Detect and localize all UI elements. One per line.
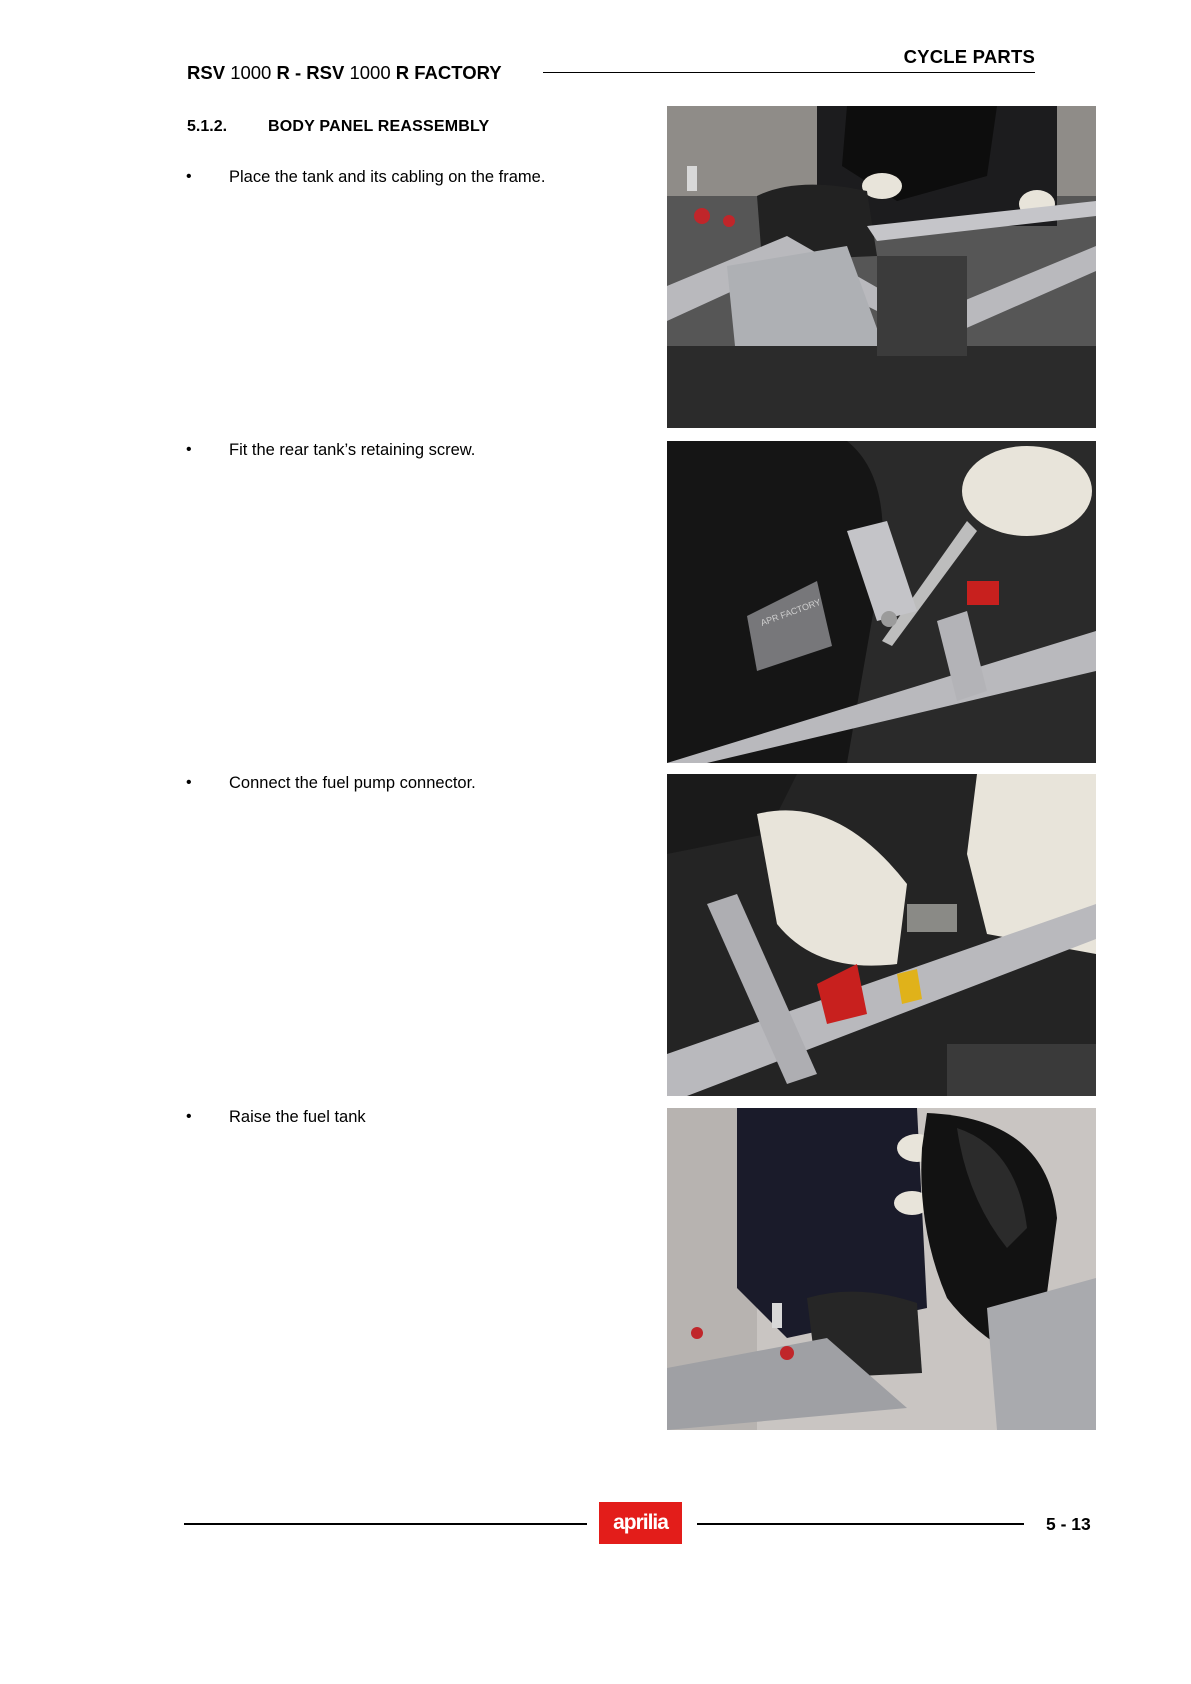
footer-rule-right [697,1523,1024,1525]
footer-rule-left [184,1523,587,1525]
step-4-bullet: • [186,1108,192,1125]
document-title: RSV 1000 R - RSV 1000 R FACTORY [187,62,502,83]
step-3-text: Connect the fuel pump connector. [229,774,476,792]
logo-wordmark: aprilia [613,1511,668,1534]
heading-title: BODY PANEL REASSEMBLY [268,118,490,135]
photo-place-tank [667,106,1096,428]
photo-fuel-pump-connector [667,774,1096,1096]
heading-number: 5.1.2. [187,118,228,135]
aprilia-logo [599,1502,682,1544]
tank-decal-label: APR FACTORY [759,596,823,628]
section-label: CYCLE PARTS [903,46,1035,67]
step-3-bullet: • [186,774,192,791]
step-2-bullet: • [186,441,192,458]
header-rule [543,72,1035,73]
step-1-text: Place the tank and its cabling on the frame. [229,168,546,186]
page-number: 5 - 13 [1046,1514,1091,1534]
step-2-text: Fit the rear tank’s retaining screw. [229,441,476,459]
step-1-bullet: • [186,168,192,185]
photo-raise-tank [667,1108,1096,1430]
step-4-text: Raise the fuel tank [229,1108,366,1126]
photo-retaining-screw [667,441,1096,763]
